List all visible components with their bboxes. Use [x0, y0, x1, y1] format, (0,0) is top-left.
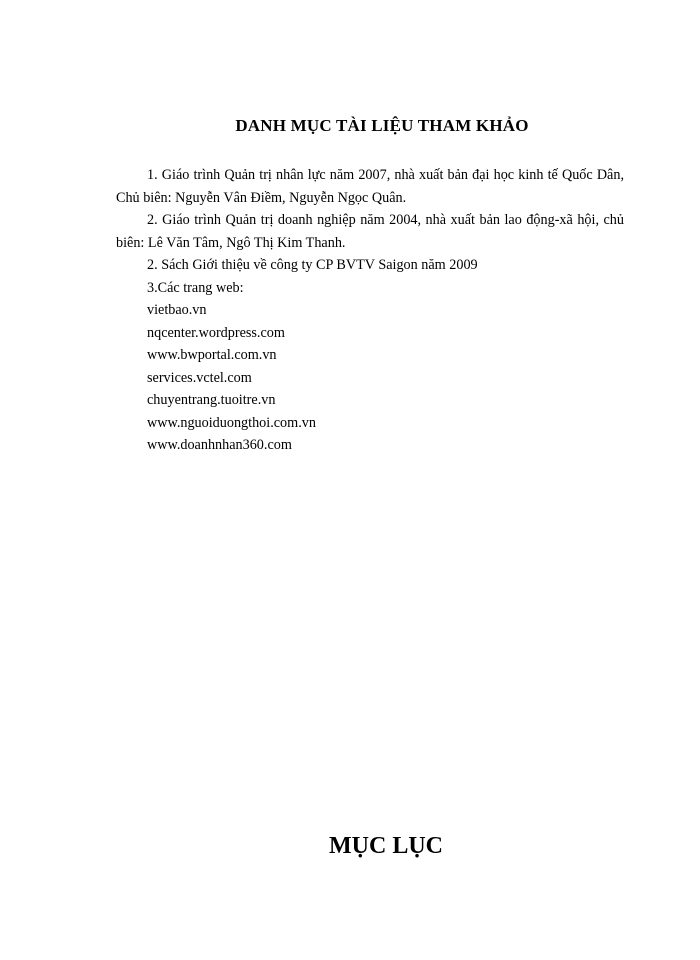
- references-title: DANH MỤC TÀI LIỆU THAM KHẢO: [235, 116, 529, 135]
- website-item: services.vctel.com: [147, 369, 252, 386]
- table-of-contents-title: MỤC LỤC: [329, 833, 443, 859]
- website-item: chuyentrang.tuoitre.vn: [147, 392, 276, 408]
- websites-heading: 3.Các trang web:: [147, 279, 244, 296]
- websites-list: [116, 299, 624, 457]
- reference-item: 2. Sách Giới thiệu về công ty CP BVTV Saigon năm 2009: [147, 257, 478, 273]
- website-item: vietbao.vn: [147, 302, 207, 318]
- website-item: www.nguoiduongthoi.com.vn: [147, 414, 316, 431]
- website-item: nqcenter.wordpress.com: [147, 324, 285, 341]
- reference-item: 1. Giáo trình Quản trị nhân lực năm 2007, nhà xuất bản đại học kinh tế Quốc Dân, Chủ biên: Nguyễn Vân Điềm, Nguyễn Ngọc Quân.: [116, 167, 624, 206]
- references-section: [116, 164, 624, 457]
- reference-item: 2. Giáo trình Quản trị doanh nghiệp năm 2004, nhà xuất bản lao động-xã hội, chủ biên: Lê Văn Tâm, Ngô Thị Kim Thanh.: [116, 212, 624, 251]
- website-item: www.doanhnhan360.com: [147, 437, 292, 453]
- website-item: www.bwportal.com.vn: [147, 347, 277, 363]
